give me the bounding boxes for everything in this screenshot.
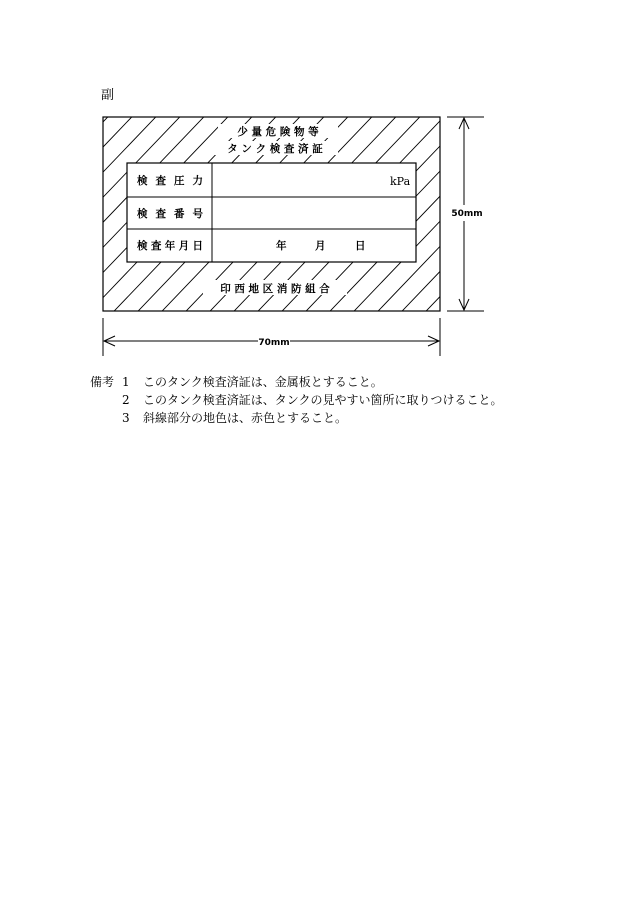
plate-title-line1: 少 量 危 険 物 等 xyxy=(237,126,319,138)
note-item xyxy=(90,409,503,427)
note-text: このタンク検査済証は、タンクの見やすい箇所に取りつけること。 xyxy=(143,393,503,407)
note-text: 斜線部分の地色は、赤色とすること。 xyxy=(143,411,348,425)
note-indent xyxy=(90,391,122,409)
notes-section xyxy=(90,373,503,427)
hatch-line xyxy=(0,100,148,330)
note-indent xyxy=(90,409,122,427)
pressure-unit: kPa xyxy=(390,175,411,188)
notes-heading: 備考 xyxy=(90,375,115,389)
note-number: 3 xyxy=(122,411,130,425)
note-item xyxy=(90,373,503,391)
plate-title-line2: タ ン ク 検 査 済 証 xyxy=(227,143,323,155)
width-dimension xyxy=(103,318,440,356)
width-dimension-label: 70mm xyxy=(258,338,290,348)
inspection-plate-diagram xyxy=(0,0,630,370)
note-number: 2 xyxy=(122,393,130,407)
copy-label: 副 xyxy=(101,88,115,103)
row-label-date: 検査年月日 xyxy=(137,240,203,252)
hatch-line xyxy=(384,100,604,330)
row-label-pressure: 検 査 圧 力 xyxy=(137,175,203,187)
hatch-line xyxy=(408,100,628,330)
date-day-unit: 日 xyxy=(355,240,366,252)
note-item xyxy=(90,391,503,409)
height-dimension-label: 50mm xyxy=(451,209,483,219)
issuer-name: 印 西 地 区 消 防 組 合 xyxy=(220,283,330,295)
hatch-line xyxy=(0,100,100,330)
date-month-unit: 月 xyxy=(315,240,326,252)
note-number: 1 xyxy=(122,375,130,389)
note-text: このタンク検査済証は、金属板とすること。 xyxy=(143,375,383,389)
row-label-number: 検 査 番 号 xyxy=(137,208,203,220)
date-year-unit: 年 xyxy=(276,240,287,252)
